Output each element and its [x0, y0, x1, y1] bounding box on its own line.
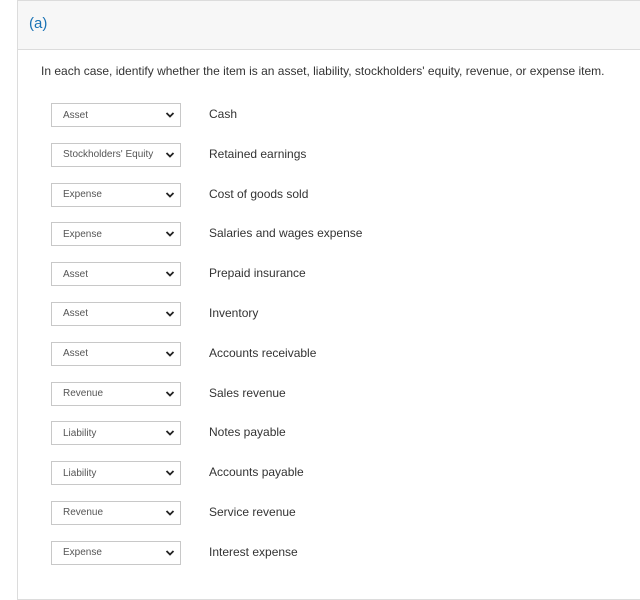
item-label: Notes payable	[209, 425, 286, 440]
dropdown-selected-value: Expense	[63, 189, 102, 201]
classification-dropdown[interactable]	[51, 342, 181, 366]
classification-dropdown[interactable]	[51, 302, 181, 326]
item-label: Service revenue	[209, 504, 296, 519]
classification-dropdown[interactable]	[51, 382, 181, 406]
chevron-down-icon	[165, 350, 175, 358]
list-item	[51, 302, 611, 326]
classification-dropdown[interactable]	[51, 262, 181, 286]
dropdown-selected-value: Liability	[63, 467, 97, 479]
classification-dropdown[interactable]	[51, 461, 181, 485]
chevron-down-icon	[165, 310, 175, 318]
item-label: Accounts payable	[209, 465, 304, 480]
dropdown-selected-value: Revenue	[63, 507, 104, 519]
classification-dropdown[interactable]	[51, 103, 181, 127]
panel-header	[18, 1, 640, 50]
classification-dropdown[interactable]	[51, 222, 181, 246]
classification-dropdown[interactable]	[51, 143, 181, 167]
question-panel	[17, 0, 640, 600]
item-label: Cash	[209, 107, 238, 121]
list-item	[51, 222, 611, 246]
item-label: Accounts receivable	[209, 345, 317, 360]
item-label: Retained earnings	[209, 146, 307, 161]
list-item	[51, 143, 611, 167]
list-item	[51, 461, 611, 485]
item-label: Prepaid insurance	[209, 266, 306, 281]
chevron-down-icon	[165, 429, 175, 437]
list-item	[51, 183, 611, 207]
dropdown-selected-value: Revenue	[63, 388, 104, 400]
list-item	[51, 382, 611, 406]
chevron-down-icon	[165, 509, 175, 517]
item-label: Inventory	[209, 305, 259, 320]
list-item	[51, 262, 611, 286]
chevron-down-icon	[165, 111, 175, 119]
list-item	[51, 421, 611, 445]
chevron-down-icon	[165, 230, 175, 238]
classification-dropdown[interactable]	[51, 541, 181, 565]
list-item	[51, 103, 611, 127]
chevron-down-icon	[165, 151, 175, 159]
dropdown-selected-value: Asset	[63, 348, 89, 360]
instructions-text: In each case, identify whether the item is an asset, liability, stockholders' equity, revenue, or expense item.	[41, 64, 605, 78]
chevron-down-icon	[165, 191, 175, 199]
classification-dropdown[interactable]	[51, 501, 181, 525]
item-label: Interest expense	[209, 544, 298, 559]
classification-dropdown[interactable]	[51, 421, 181, 445]
dropdown-selected-value: Asset	[63, 308, 89, 320]
part-label: (a)	[29, 15, 48, 32]
chevron-down-icon	[165, 549, 175, 557]
dropdown-selected-value: Expense	[63, 228, 102, 240]
item-label: Salaries and wages expense	[209, 226, 363, 241]
dropdown-selected-value: Liability	[63, 427, 97, 439]
chevron-down-icon	[165, 469, 175, 477]
chevron-down-icon	[165, 390, 175, 398]
list-item	[51, 342, 611, 366]
dropdown-selected-value: Asset	[63, 109, 89, 121]
item-label: Cost of goods sold	[209, 186, 309, 201]
chevron-down-icon	[165, 270, 175, 278]
dropdown-selected-value: Expense	[63, 547, 102, 559]
classification-list	[51, 103, 611, 581]
dropdown-selected-value: Asset	[63, 268, 89, 280]
item-label: Sales revenue	[209, 385, 286, 400]
dropdown-selected-value: Stockholders' Equity	[63, 149, 154, 161]
classification-dropdown[interactable]	[51, 183, 181, 207]
list-item	[51, 501, 611, 525]
list-item	[51, 541, 611, 565]
